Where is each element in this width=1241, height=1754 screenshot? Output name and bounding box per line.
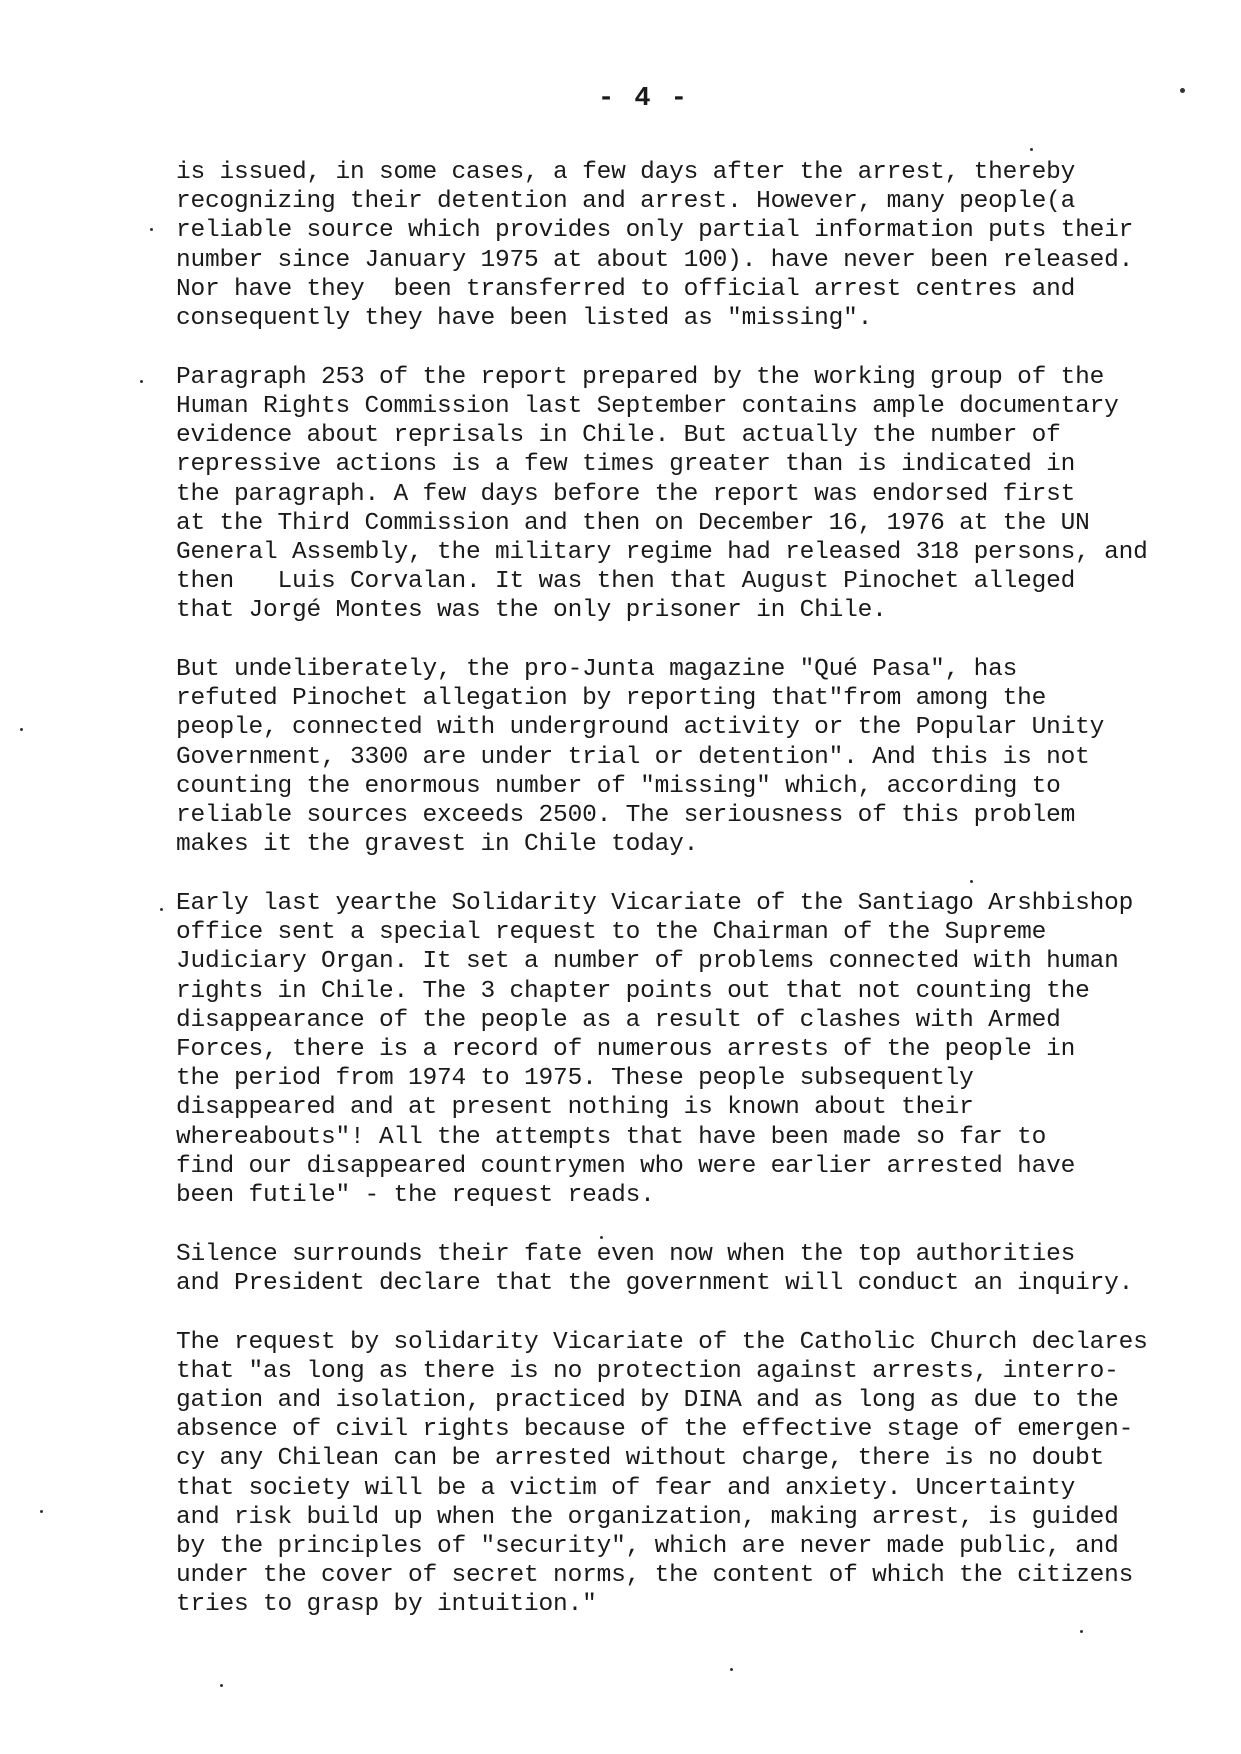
scan-speck bbox=[1080, 1630, 1083, 1633]
paragraph-5: Silence surrounds their fate even now when the top authorities and President declare that the government will conduct an inquiry. bbox=[176, 1240, 1134, 1297]
scan-speck bbox=[1030, 148, 1033, 151]
paragraph-4: Early last yearthe Solidarity Vicariate of the Santiago Arshbishop office sent a special request to the Chairman of the Supreme Judiciary Organ. It set a number of problems connected with human rights in Chile. The 3 chapter points out that not counting the disappearance of the people as a result of clashes with Armed Forces, there is a record of numerous arrests of the people in the period from 1974 to 1975. These people subsequently disappeared and at present nothing is known about their whereabouts"! All the attempts that have been made so far to find our disappeared countrymen who were earlier arrested have been futile" - the request reads. bbox=[176, 889, 1134, 1209]
paragraph-2: Paragraph 253 of the report prepared by the working group of the Human Rights Commission last September contains ample documentary evidence about reprisals in Chile. But actually the number of repressive actions is a few times greater than is indicated in the paragraph. A few days before the report was endorsed first at the Third Commission and then on December 16, 1976 at the UN General Assembly, the military regime had released 318 persons, and then Luis Corvalan. It was then that August Pinochet alleged that Jorgé Montes was the only prisoner in Chile. bbox=[176, 363, 1148, 625]
scan-speck bbox=[140, 380, 143, 383]
page-number: - 4 - bbox=[598, 84, 690, 114]
scan-speck bbox=[40, 1510, 43, 1513]
scan-speck bbox=[160, 908, 163, 911]
scan-speck bbox=[1180, 88, 1185, 93]
scan-speck bbox=[600, 1236, 603, 1239]
scan-speck bbox=[970, 880, 973, 883]
paragraph-3: But undeliberately, the pro-Junta magazine "Qué Pasa", has refuted Pinochet allegation by reporting that"from among the people, connected with underground activity or the Popular Unity Government, 3300 are under trial or detention". And this is not counting the enormous number of "missing" which, according to reliable sources exceeds 2500. The seriousness of this problem makes it the gravest in Chile today. bbox=[176, 656, 1105, 859]
scan-speck bbox=[730, 1668, 733, 1671]
paragraph-6: The request by solidarity Vicariate of the Catholic Church declares that "as long as there is no protection against arrests, interro- gation and isolation, practiced by DINA and as long as due to the absence of civil rights because of the effective stage of emergen- cy any Chilean can be arrested without charge, there is no doubt that society will be a victim of fear and anxiety. Uncertainty and risk build up when the organization, making arrest, is guided by the principles of "security", which are never made public, and under the cover of secret norms, the content of which the citizens tries to grasp by intuition." bbox=[176, 1328, 1148, 1619]
scan-speck bbox=[20, 728, 23, 731]
paragraph-1: is issued, in some cases, a few days after the arrest, thereby recognizing their detention and arrest. However, many people(a reliable source which provides only partial information puts their number since January 1975 at about 100). have never been released. Nor have they been transferred to official arrest centres and consequently they have been listed as "missing". bbox=[176, 159, 1134, 333]
scan-speck bbox=[220, 1684, 223, 1687]
document-body bbox=[176, 158, 1186, 1649]
scan-speck bbox=[150, 228, 153, 231]
